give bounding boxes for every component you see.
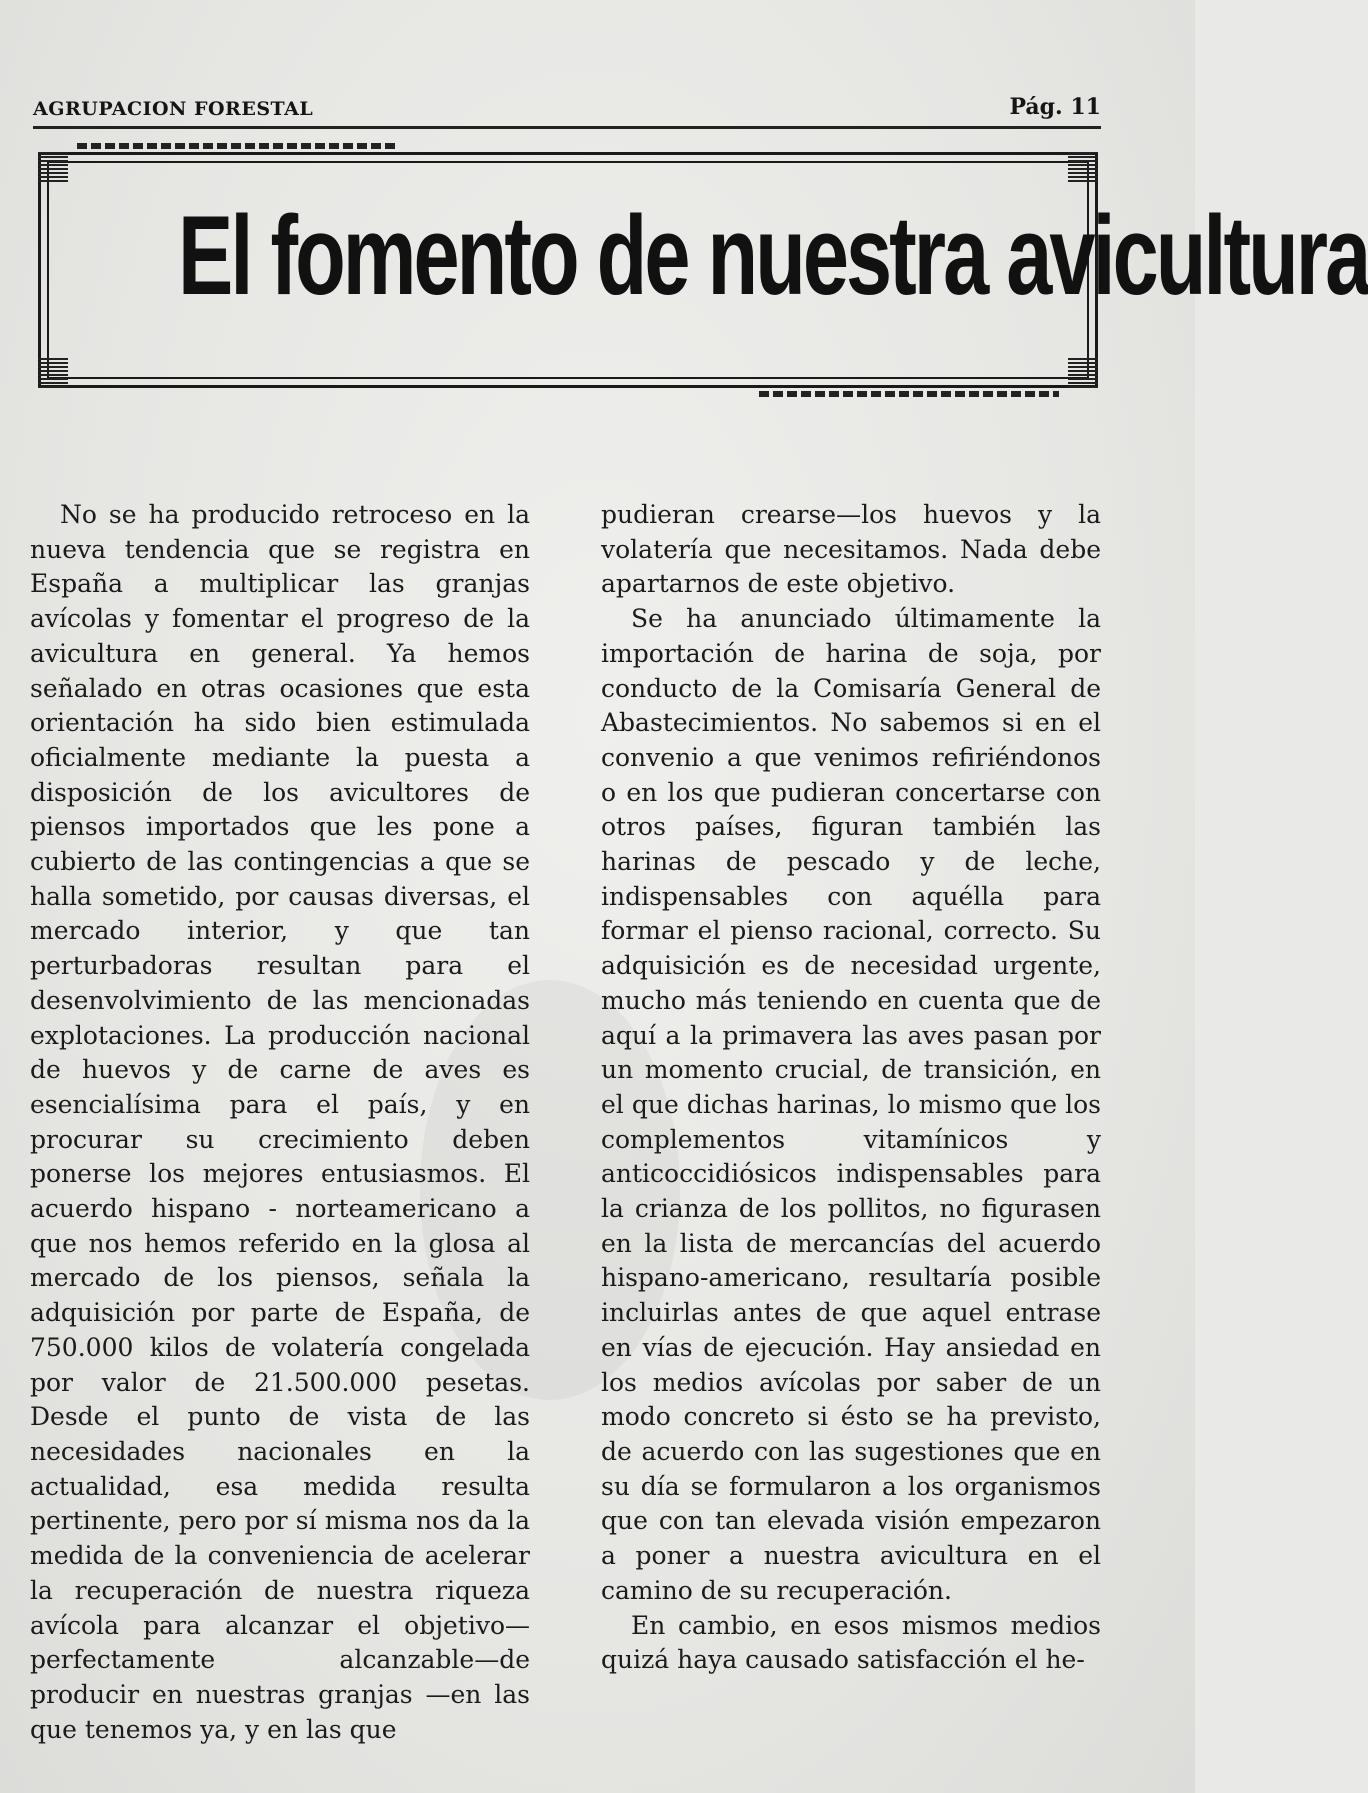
paragraph: En cambio, en esos mismos medios quizá haya causado satisfacción el he- [601,1610,1101,1675]
article-column-right [601,498,1101,1678]
paragraph: Se ha anunciado últimamente la importación de harina de soja, por conducto de la Comisaría General de Abastecimientos. No sabemos si en el convenio a que venimos refiriéndonos o en los que pudieran concertarse con otros países, figuran también las harinas de pescado y de leche, indispensables con aquélla para formar el pienso racional, correcto. Su adquisición es de necesidad urgente, mucho más teniendo en cuenta que de aquí a la primavera las aves pasan por un momento crucial, de transición, en el que dichas harinas, lo mismo que los complementos vitamínicos y anticoccidiósicos indispensables para la crianza de los pollitos, no figurasen en la lista de mercancías del acuerdo hispano-americano, resultaría posible incluirlas antes de que aquel entrase en vías de ejecución. Hay ansiedad en los medios avícolas por saber de un modo concreto si ésto se ha previsto, de acuerdo con las sugestiones que en su día se formularon a los organismos que con tan elevada visión empezaron a poner a nuestra avicultura en el camino de su recuperación. [601,604,1101,1605]
frame-corner-ornament [1068,358,1098,388]
paragraph: pudieran crearse—los huevos y la volatería que necesitamos. Nada debe apartarnos de este objetivo. [601,500,1101,599]
title-frame [38,152,1368,388]
running-header [33,92,1101,129]
publication-name: AGRUPACION FORESTAL [33,98,314,120]
article-title: El fomento de nuestra avicultura [178,193,1368,318]
frame-corner-ornament [38,358,68,388]
article-column-left [30,498,530,1747]
frame-corner-ornament [1068,152,1098,182]
frame-dash-ornament [77,143,397,149]
frame-dash-ornament [759,391,1059,397]
paragraph: No se ha producido retroceso en la nueva tendencia que se registra en España a multiplicar las granjas avícolas y fomentar el progreso de la avicultura en general. Ya hemos señalado en otras ocasiones que esta orientación ha sido bien estimulada oficialmente mediante la puesta a disposición de los avicultores de piensos importados que les pone a cubierto de las contingencias a que se halla sometido, por causas diversas, el mercado interior, y que tan perturbadoras resultan para el desenvolvimiento de las mencionadas explotaciones. La producción nacional de huevos y de carne de aves es esencialísima para el país, y en procurar su crecimiento deben ponerse los mejores entusiasmos. El acuerdo hispano - norteamericano a que nos hemos referido en la glosa al mercado de los piensos, señala la adquisición por parte de España, de 750.000 kilos de volatería congelada por valor de 21.500.000 pesetas. Desde el punto de vista de las necesidades nacionales en la actualidad, esa medida resulta pertinente, pero por sí misma nos da la medida de la conveniencia de acelerar la recuperación de nuestra riqueza avícola para alcanzar el objetivo—perfectamente alcanzable—de producir en nuestras granjas —en las que tenemos ya, y en las que [30,500,530,1744]
page-number: Pág. 11 [1009,94,1101,120]
frame-corner-ornament [38,152,68,182]
